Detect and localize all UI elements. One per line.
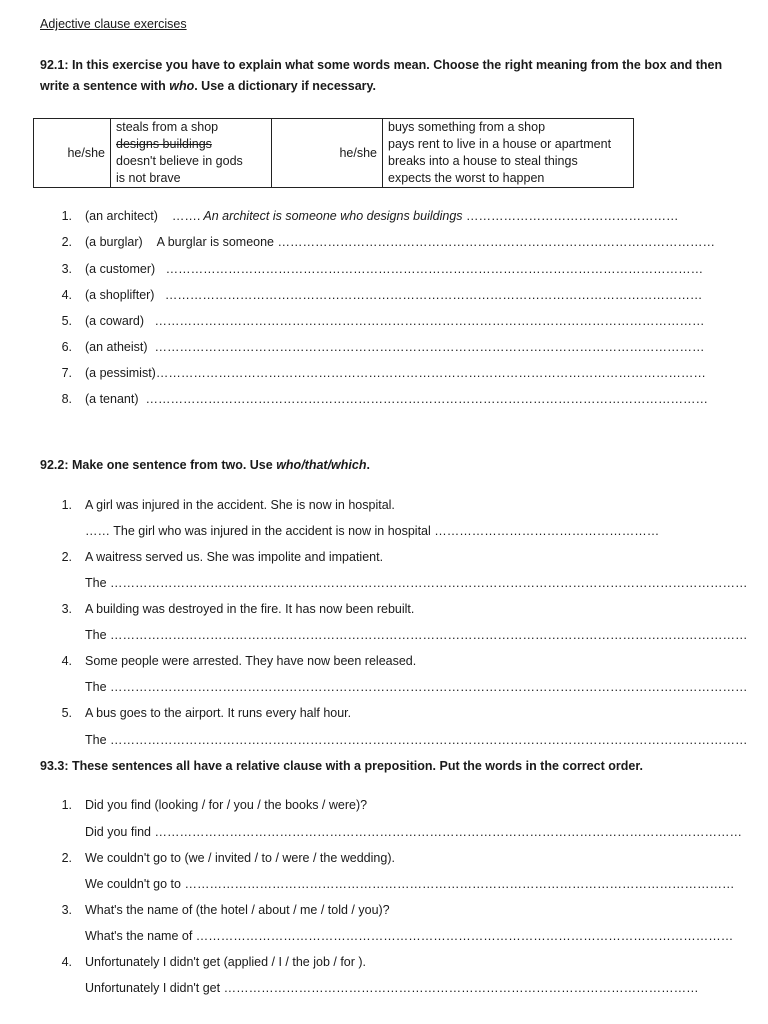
item-question: A girl was injured in the accident. She is now in hospital. (85, 498, 395, 512)
answer-dots[interactable]: …………………………………………………………………………………………………………………… (154, 314, 705, 328)
item-number: 4. (61, 288, 72, 302)
box-right-item: expects the worst to happen (388, 171, 545, 185)
item-number: 5. (61, 706, 72, 720)
item-prompt: (a burglar) (85, 235, 143, 249)
ex3-heading: 93.3: These sentences all have a relative clause with a preposition. Put the words in the correct order. (40, 759, 643, 773)
item-number: 4. (61, 654, 72, 668)
answer-dots[interactable]: …………………………………………… (466, 209, 679, 223)
ex2-heading-emphasis: who/that/which (276, 458, 367, 472)
item-example-answer: An architect is someone who designs buildings (200, 209, 466, 223)
box-left-item: doesn't believe in gods (116, 154, 243, 168)
item-question: A bus goes to the airport. It runs every half hour. (85, 706, 352, 720)
meaning-box (33, 118, 634, 188)
box-right-item: pays rent to live in a house or apartment (388, 137, 612, 151)
item-answer-line[interactable]: The ……………………………………………………………………………………………………………………………………… (85, 628, 748, 642)
item-number: 6. (61, 340, 72, 354)
box-left-item-struck: designs buildings (116, 137, 212, 151)
item-question: What's the name of (the hotel / about / me / told / you)? (85, 903, 390, 917)
item-answer-line[interactable]: The ……………………………………………………………………………………………………………………………………… (85, 680, 748, 694)
list-item (85, 209, 679, 223)
answer-dots[interactable]: …………………………………………………………………………………………………………………… (154, 340, 705, 354)
answer-dots[interactable]: ………………………………………………………………………………………………………………… (165, 262, 704, 276)
list-item (85, 262, 704, 276)
item-lead-dots: ……. (171, 209, 201, 223)
ex1-heading-line2 (40, 79, 376, 93)
list-item (85, 340, 705, 354)
box-left-item: is not brave (116, 171, 181, 185)
item-number: 1. (61, 209, 72, 223)
item-prompt: (a pessimist) (85, 366, 156, 380)
list-item (85, 235, 715, 249)
list-item (85, 288, 703, 302)
ex2-heading-post: . (366, 458, 370, 472)
item-prompt: (an architect) (85, 209, 158, 223)
list-item (85, 392, 708, 406)
page-title: Adjective clause exercises (40, 17, 187, 31)
item-answer-line[interactable]: What's the name of ………………………………………………………………………………………………………………… (85, 929, 734, 943)
box-left-item: steals from a shop (116, 120, 219, 134)
item-answer-line[interactable]: Unfortunately I didn't get …………………………………………………………………………………………………… (85, 981, 699, 995)
ex2-heading-pre: 92.2: Make one sentence from two. Use (40, 458, 277, 472)
item-prompt: (a coward) (85, 314, 145, 328)
item-answer-line[interactable]: We couldn't go to …………………………………………………………………………………………………………………… (85, 877, 735, 891)
item-started-answer: A burglar is someone (156, 235, 278, 249)
box-right-meanings (383, 119, 634, 188)
list-item (85, 366, 706, 380)
item-question: We couldn't go to (we / invited / to / were / the wedding). (85, 851, 395, 865)
answer-dots[interactable]: …………………………………………………………………………………………… (277, 235, 715, 249)
item-answer-line[interactable]: The ……………………………………………………………………………………………………………………………………… (85, 733, 748, 747)
item-number: 5. (61, 314, 72, 328)
ex1-heading-line1: 92.1: In this exercise you have to explain what some words mean. Choose the right meaning from the box and then (40, 58, 723, 72)
item-prompt: (a shoplifter) (85, 288, 155, 302)
item-number: 1. (61, 498, 72, 512)
item-number: 7. (61, 366, 72, 380)
ex1-heading-post: . Use a dictionary if necessary. (194, 79, 377, 93)
item-number: 3. (61, 903, 72, 917)
list-item (85, 314, 705, 328)
item-answer-line[interactable]: …… The girl who was injured in the accident is now in hospital ……………………………………………… (85, 524, 660, 538)
item-number: 2. (61, 851, 72, 865)
box-right-item: buys something from a shop (388, 120, 546, 134)
item-answer-line[interactable]: The ……………………………………………………………………………………………………………………………………… (85, 576, 748, 590)
item-prompt: (an atheist) (85, 340, 148, 354)
item-number: 2. (61, 235, 72, 249)
item-number: 1. (61, 798, 72, 812)
ex1-heading-emphasis: who (169, 79, 195, 93)
item-number: 2. (61, 550, 72, 564)
answer-dots[interactable]: …………………………………………………………………………………………………………………… (155, 366, 706, 380)
item-answer-line[interactable]: Did you find …………………………………………………………………………………………………………………………… (85, 825, 742, 839)
item-question: A building was destroyed in the fire. It has now been rebuilt. (85, 602, 415, 616)
item-number: 3. (61, 262, 72, 276)
ex1-heading-pre: write a sentence with (40, 79, 170, 93)
item-number: 8. (61, 392, 72, 406)
answer-dots[interactable]: ……………………………………………………………………………………………………………………… (145, 392, 708, 406)
item-question: Unfortunately I didn't get (applied / I / the job / for ). (85, 955, 367, 969)
item-number: 3. (61, 602, 72, 616)
item-question: A waitress served us. She was impolite and impatient. (85, 550, 384, 564)
answer-dots[interactable]: ………………………………………………………………………………………………………………… (164, 288, 703, 302)
ex2-heading (40, 458, 370, 472)
box-label-right: he/she (272, 119, 383, 188)
box-right-item: breaks into a house to steal things (388, 154, 578, 168)
item-prompt: (a customer) (85, 262, 156, 276)
item-question: Some people were arrested. They have now been released. (85, 654, 417, 668)
item-number: 4. (61, 955, 72, 969)
item-prompt: (a tenant) (85, 392, 139, 406)
box-label-left: he/she (34, 119, 111, 188)
box-left-meanings (111, 119, 272, 188)
item-question: Did you find (looking / for / you / the books / were)? (85, 798, 368, 812)
